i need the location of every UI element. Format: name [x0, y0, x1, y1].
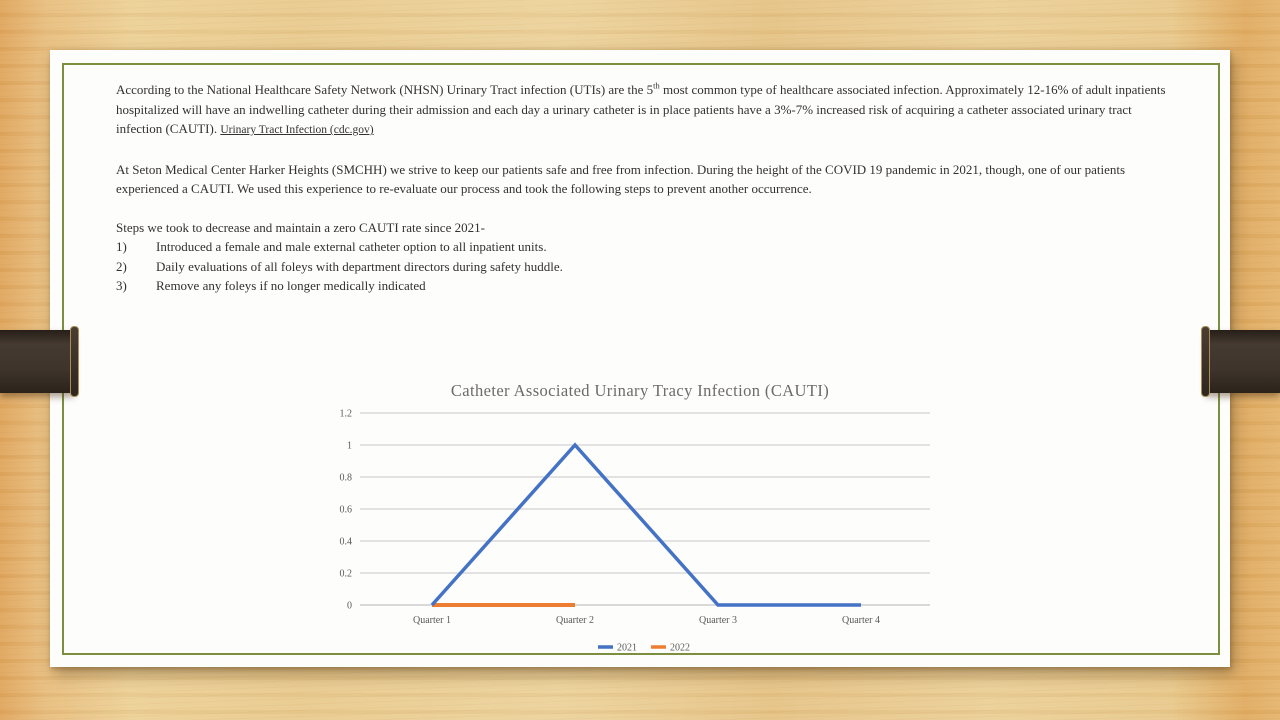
- list-item-text: Daily evaluations of all foleys with department directors during safety huddle.: [156, 258, 563, 274]
- intro-paragraph: [116, 80, 1170, 141]
- x-axis-category-label: Quarter 3: [698, 615, 738, 626]
- intro-paragraph-start: According to the National Healthcare Safety Network (NHSN) Urinary Tract infection (UTIs) are the 5: [116, 82, 654, 97]
- series-2021-line: [432, 445, 861, 605]
- cauti-line-chart: [330, 380, 950, 670]
- presentation-slide: [50, 50, 1230, 667]
- intro-paragraph-rest: most common type of healthcare associated infection. Approximately 12-16% of adult inpatients hospitalized will have an indwelling catheter during their admission and each day a urinary catheter is in place patients have a 3%-7% increased risk of acquiring a catheter associated urinary tract infection (CAUTI).: [116, 82, 1166, 136]
- x-axis-category-label: Quarter 4: [841, 615, 881, 626]
- legend-label-2022: 2022: [670, 642, 690, 654]
- chart-title: Catheter Associated Urinary Tracy Infection (CAUTI): [450, 381, 830, 400]
- slide-text-content: [116, 80, 1170, 296]
- y-axis-tick-label: 0: [347, 600, 352, 612]
- cdc-hyperlink[interactable]: Urinary Tract Infection (cdc.gov): [220, 124, 374, 136]
- list-item: [116, 257, 1170, 277]
- list-item: [116, 276, 1170, 296]
- list-item-text: Introduced a female and male external catheter option to all inpatient units.: [156, 239, 547, 254]
- x-axis-category-label: Quarter 1: [412, 615, 452, 626]
- left-ribbon-cap: [70, 326, 79, 397]
- x-axis-category-label: Quarter 2: [555, 615, 595, 626]
- y-axis-tick-label: 0.6: [339, 504, 352, 516]
- y-axis-tick-label: 1: [347, 440, 352, 452]
- y-axis-tick-label: 0.2: [339, 568, 352, 580]
- list-item-text: Remove any foleys if no longer medically indicated: [156, 278, 426, 293]
- right-ribbon-decoration: [1206, 330, 1280, 393]
- list-item: [116, 237, 1170, 257]
- right-ribbon-cap: [1201, 326, 1210, 397]
- list-item-number: 3): [116, 278, 127, 293]
- steps-intro: Steps we took to decrease and maintain a zero CAUTI rate since 2021-: [116, 219, 485, 235]
- smchh-paragraph: At Seton Medical Center Harker Heights (SMCHH) we strive to keep our patients safe and free from infection. During the height of the COVID 19 pandemic in 2021, though, one of our patients experienced a CAUTI. We used this experience to re-evaluate our process and took the following steps to prevent another occurrence.: [116, 161, 1126, 196]
- list-item-number: 1): [116, 239, 127, 254]
- left-ribbon-decoration: [0, 330, 74, 393]
- legend-label-2021: 2021: [617, 642, 637, 654]
- ordinal-superscript: th: [653, 80, 660, 91]
- list-item-number: 2): [116, 258, 127, 274]
- y-axis-tick-label: 0.8: [339, 472, 352, 484]
- y-axis-tick-label: 0.4: [339, 536, 352, 548]
- y-axis-tick-label: 1.2: [339, 408, 352, 420]
